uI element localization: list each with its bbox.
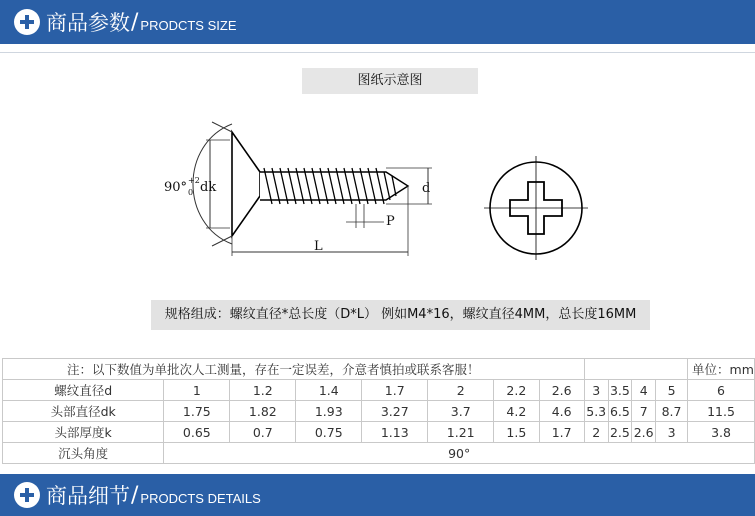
table-cell: 8.7 [656,401,688,422]
section-subtitle: PRODCTS SIZE [140,17,237,33]
table-cell: 6 [688,380,755,401]
table-cell: 1.13 [362,422,428,443]
table-cell: 5 [656,380,688,401]
l-label: L [314,239,323,254]
table-cell: 1 [164,380,230,401]
d-label: d [422,181,431,196]
table-cell: 11.5 [688,401,755,422]
spec-format-note: 规格组成：螺纹直径*总长度（D*L） 例如M4*16，螺纹直径4MM，总长度16MM [151,300,650,330]
table-note: 注：以下数值为单批次人工测量，存在一定误差，介意者慎拍或联系客服！ [3,359,585,380]
table-cell: 3.7 [428,401,494,422]
table-cell: 2 [428,380,494,401]
angle-tolerance-minus: 0 [188,188,194,197]
table-cell: 1.4 [296,380,362,401]
table-cell: 7 [632,401,656,422]
table-cell: 2 [584,422,608,443]
plus-circle-icon [14,482,40,508]
table-cell: 2.5 [608,422,632,443]
plus-circle-icon [14,9,40,35]
screw-diagram [150,104,610,274]
row-label: 螺纹直径d [3,380,164,401]
table-note-spacer [584,359,687,380]
table-row [3,422,755,443]
table-row [3,401,755,422]
footer-banner [0,474,755,516]
table-cell: 1.7 [362,380,428,401]
table-cell: 1.7 [539,422,584,443]
table-cell: 2.6 [539,380,584,401]
table-cell: 3.8 [688,422,755,443]
table-cell: 1.5 [494,422,539,443]
p-label: P [386,214,395,229]
angle-label: 90° [164,180,188,195]
table-cell: 0.75 [296,422,362,443]
table-cell: 3.5 [608,380,632,401]
angle-tolerance-plus: +2 [188,176,200,185]
table-cell: 3.27 [362,401,428,422]
unit-label: 单位：mm [688,359,755,380]
table-cell: 3 [584,380,608,401]
spec-table [2,358,755,464]
table-row [3,443,755,464]
section-separator: / [131,482,139,508]
table-cell: 1.21 [428,422,494,443]
row-label: 头部直径dk [3,401,164,422]
section-subtitle: PRODCTS DETAILS [140,490,261,506]
table-cell: 1.82 [230,401,296,422]
table-cell: 0.7 [230,422,296,443]
diagram-caption: 图纸示意图 [302,68,478,94]
section-title: 商品参数 [46,11,130,35]
header-banner [0,0,755,44]
table-cell: 4.2 [494,401,539,422]
table-cell: 4 [632,380,656,401]
table-cell: 2.2 [494,380,539,401]
dk-label: dk [200,180,217,195]
table-cell: 1.2 [230,380,296,401]
section-title: 商品细节 [46,484,130,508]
table-cell: 1.75 [164,401,230,422]
table-cell: 1.93 [296,401,362,422]
screw-head [232,132,260,236]
row-label: 沉头角度 [3,443,164,464]
section-separator: / [131,9,139,35]
table-cell: 5.3 [584,401,608,422]
table-cell: 3 [656,422,688,443]
table-note-row [3,359,755,380]
row-label: 头部厚度k [3,422,164,443]
table-cell: 4.6 [539,401,584,422]
angle-value-cell: 90° [164,443,755,464]
head-top-view [484,156,588,260]
table-cell: 0.65 [164,422,230,443]
table-cell: 2.6 [632,422,656,443]
table-cell: 6.5 [608,401,632,422]
table-row [3,380,755,401]
